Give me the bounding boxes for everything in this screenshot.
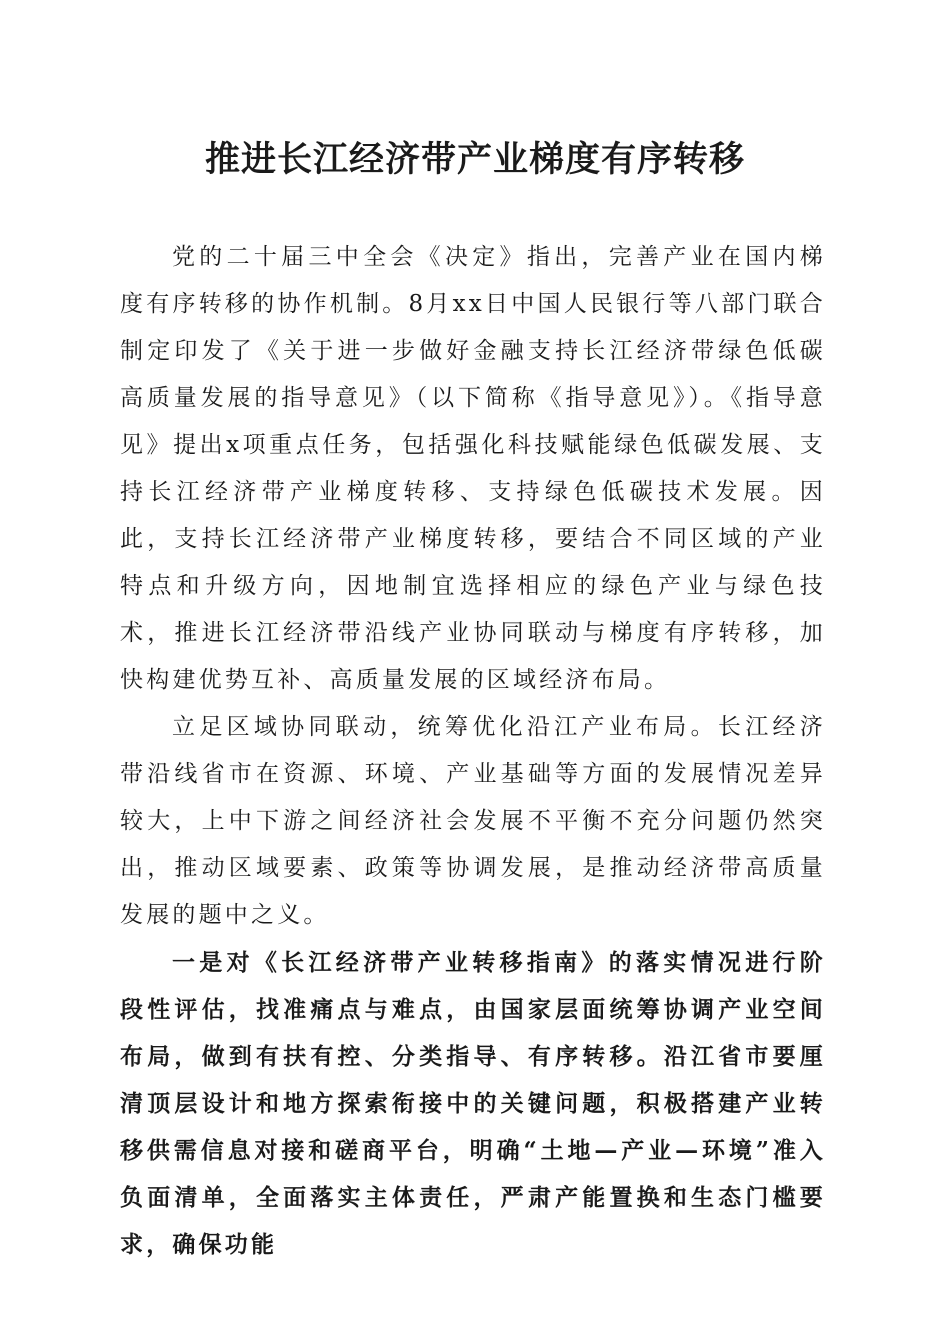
document-title: 推进长江经济带产业梯度有序转移: [204, 139, 745, 180]
document-body: [120, 234, 826, 1268]
paragraph-regional-coordination: 立足区域协同联动，统筹优化沿江产业布局。长江经济带沿线省市在资源、环境、产业基础等方面的发展情况差异较大，上中下游之间经济社会发展不平衡不充分问题仍然突出，推动区域要素、政策等协调发展，是推动经济带高质量发展的题中之义。: [120, 714, 826, 928]
paragraph-intro: 党的二十届三中全会《决定》指出，完善产业在国内梯度有序转移的协作机制。8月xx日中国人民银行等八部门联合制定印发了《关于进一步做好金融支持长江经济带绿色低碳高质量发展的指导意见》（以下简称《指导意见》）。《指导意见》提出x项重点任务，包括强化科技赋能绿色低碳发展、支持长江经济带产业梯度转移、支持绿色低碳技术发展。因此，支持长江经济带产业梯度转移，要结合不同区域的产业特点和升级方向，因地制宜选择相应的绿色产业与绿色技术，推进长江经济带沿线产业协同联动与梯度有序转移，加快构建优势互补、高质量发展的区域经济布局。: [120, 244, 826, 693]
paragraph-point-one: 一是对《长江经济带产业转移指南》的落实情况进行阶段性评估，找准痛点与难点，由国家层面统筹协调产业空间布局，做到有扶有控、分类指导、有序转移。沿江省市要厘清顶层设计和地方探索衔接中的关键问题，积极搭建产业转移供需信息对接和磋商平台，明确“土地—产业—环境”准入负面清单，全面落实主体责任，严肃产能置换和生态门槛要求，确保功能: [120, 949, 826, 1258]
